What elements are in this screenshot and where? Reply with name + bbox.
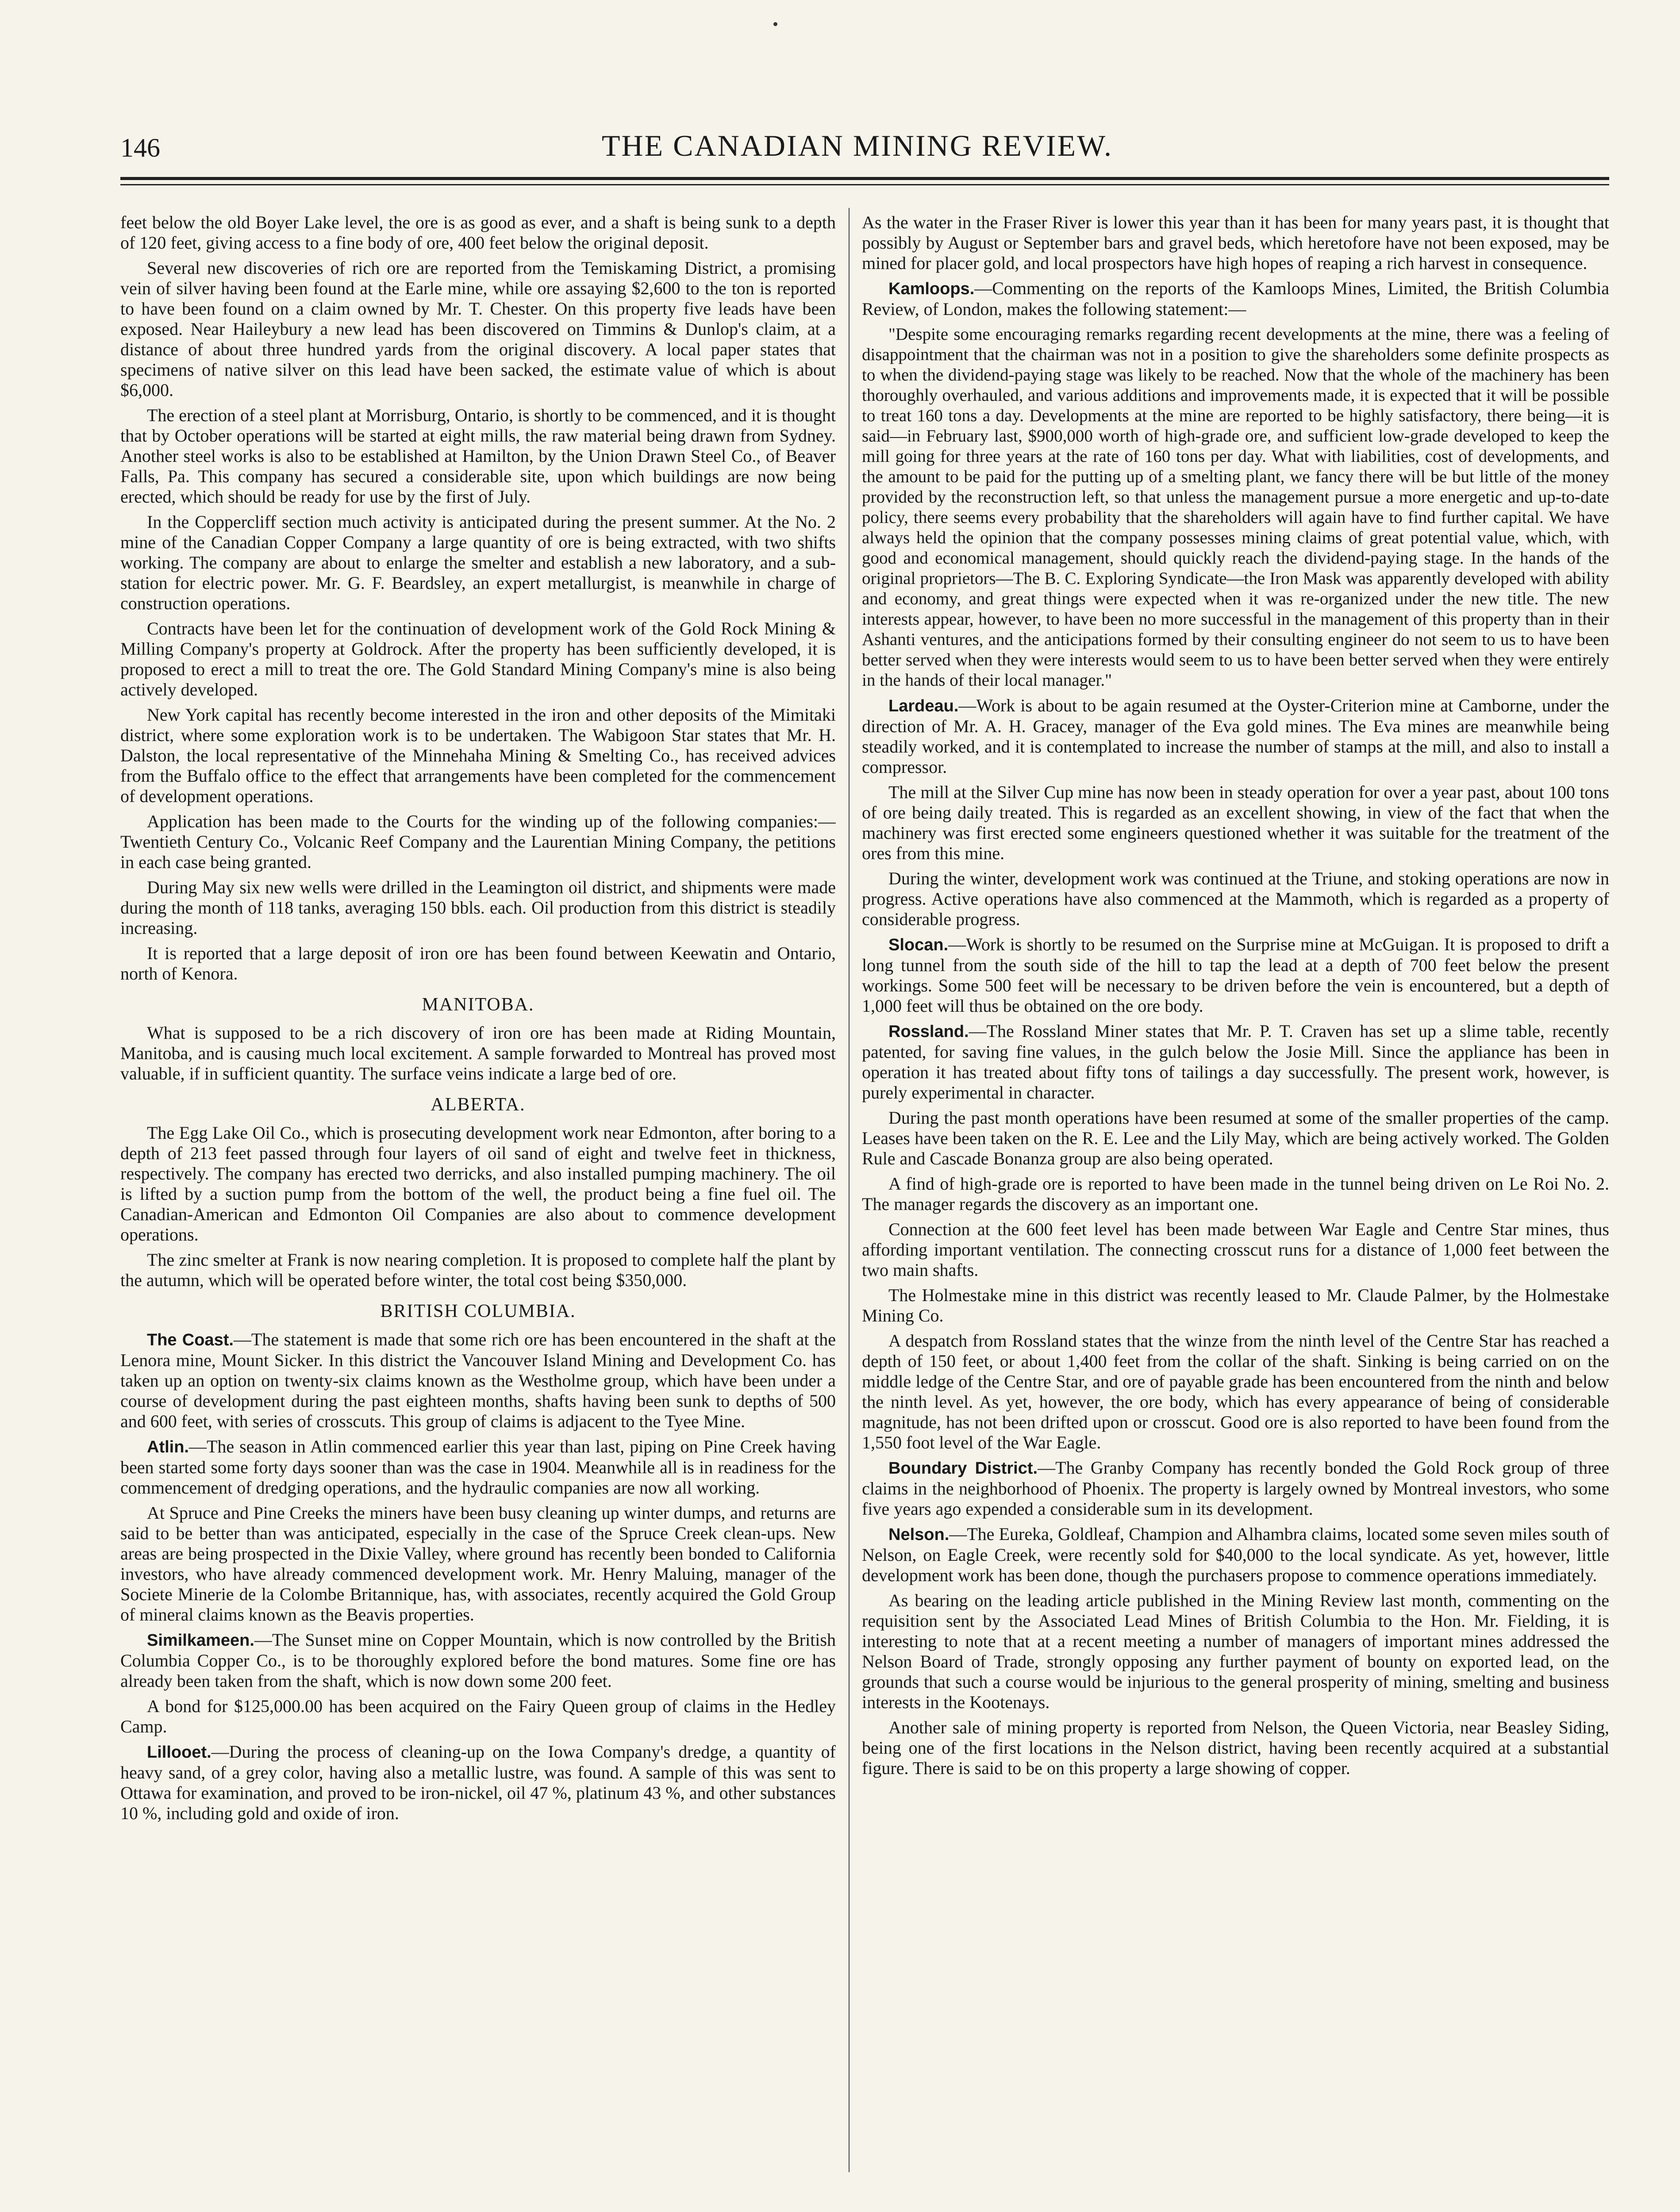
run-in-heading: Slocan.: [888, 936, 949, 954]
paragraph: Application has been made to the Courts for the winding up of the following companies:—Twentieth Century Co., Volcanic Reef Company and the Laurentian Mining Company, the petitions in each case being granted.: [120, 811, 836, 872]
paragraph: As bearing on the leading article published in the Mining Review last month, commenting on the requisition sent by the Associated Lead Mines of British Columbia to the Hon. Mr. Fielding, it is interesting to note that at a recent meeting a number of managers of important mines addressed the Nelson Board of Trade, strongly opposing any further payment of bounty on exported lead, on the grounds that such a course would be injurious to the general prosperity of mining, smelting and business interests in the Kootenays.: [862, 1590, 1609, 1712]
paragraph: Contracts have been let for the continuation of development work of the Gold Rock Mining & Milling Company's property at Goldrock. After the property has been sufficiently developed, it is proposed to erect a mill to treat the ore. The Gold Standard Mining Company's mine is also being actively developed.: [120, 618, 836, 699]
paragraph-body: —The Sunset mine on Copper Mountain, which is now controlled by the British Columbia Copper Co., is to be thoroughly explored before the bond matures. Some fine ore has already been taken from the shaft, which is now down some 200 feet.: [120, 1630, 836, 1691]
paragraph: It is reported that a large deposit of iron ore has been found between Keewatin and Ontario, north of Kenora.: [120, 943, 836, 983]
running-title: THE CANADIAN MINING REVIEW.: [602, 129, 1113, 162]
paragraph: The erection of a steel plant at Morrisburg, Ontario, is shortly to be commenced, and it is thought that by October operations will be started at eight mills, the raw material being drawn from Sydney. Another steel works is also to be established at Hamilton, by the Union Drawn Steel Co., of Beaver Falls, Pa. This company has secured a considerable site, upon which buildings are now being erected, which should be ready for use by the first of July.: [120, 405, 836, 507]
paragraph-boundary-district: [862, 1458, 1609, 1519]
paragraph-lardeau: [862, 695, 1609, 777]
left-column: [120, 212, 836, 2212]
paragraph: feet below the old Boyer Lake level, the ore is as good as ever, and a shaft is being sunk to a depth of 120 feet, giving access to a fine body of ore, 400 feet below the original deposit.: [120, 212, 836, 253]
column-divider: [849, 208, 850, 2172]
header-rule-thick: [120, 177, 1609, 180]
right-column: [862, 212, 1609, 2212]
paragraph: Another sale of mining property is reported from Nelson, the Queen Victoria, near Beasley Siding, being one of the first locations in the Nelson district, having been recently acquired at a substantial figure. There is said to be on this property a large showing of copper.: [862, 1717, 1609, 1778]
paragraph-body: —During the process of cleaning-up on the Iowa Company's dredge, a quantity of heavy sand, of a grey color, having also a metallic lustre, was found. A sample of this was sent to Ottawa for examination, and proved to be iron-nickel, oil 47 %, platinum 43 %, and other substances 10 %, including gold and oxide of iron.: [120, 1742, 836, 1823]
paragraph: The mill at the Silver Cup mine has now been in steady operation for over a year past, about 100 tons of ore being daily treated. This is regarded as an excellent showing, in view of the fact that when the machinery was first erected some engineers questioned whether it was suitable for the treatment of the ores from this mine.: [862, 782, 1609, 863]
section-heading-british-columbia: BRITISH COLUMBIA.: [380, 1301, 576, 1321]
paragraph-body: —The Rossland Miner states that Mr. P. T. Craven has set up a slime table, recently patented, for saving fine values, in the gulch below the Josie Mill. Since the appliance has been in operation it has treated about fifty tons of tailings a day successfully. The present work, however, is purely experimental in character.: [862, 1021, 1609, 1102]
paragraph-rossland: [862, 1021, 1609, 1103]
paragraph: Connection at the 600 feet level has been made between War Eagle and Centre Star mines, thus affording important ventilation. The connecting crosscut runs for a distance of 1,000 feet between the two main shafts.: [862, 1219, 1609, 1280]
paragraph-atlin: [120, 1436, 836, 1498]
paragraph-kamloops: [862, 278, 1609, 319]
paragraph: A bond for $125,000.00 has been acquired on the Fairy Queen group of claims in the Hedley Camp.: [120, 1696, 836, 1736]
paragraph: During May six new wells were drilled in the Leamington oil district, and shipments were made during the month of 118 tanks, averaging 150 bbls. each. Oil production from this district is steadily increasing.: [120, 877, 836, 938]
paragraph-body: —The season in Atlin commenced earlier this year than last, piping on Pine Creek having been started some forty days sooner than was the case in 1904. Meanwhile all is in readiness for the commencement of dredging operations, and the hydraulic companies are now all working.: [120, 1436, 836, 1498]
page-number: 146: [120, 133, 160, 162]
paragraph: At Spruce and Pine Creeks the miners have been busy cleaning up winter dumps, and returns are said to be better than was anticipated, especially in the case of the Spruce Creek clean-ups. New areas are being prospected in the Dixie Valley, where ground has recently been bonded to California investors, who have already commenced development work. Mr. Henry Maluing, manager of the Societe Minerie de la Colombe Britannique, has, with associates, recently acquired the Gold Group of mineral claims known as the Beavis properties.: [120, 1503, 836, 1624]
paragraph-body: —The Eureka, Goldleaf, Champion and Alhambra claims, located some seven miles south of Nelson, on Eagle Creek, were recently sold for $40,000 to the local syndicate. As yet, however, little development work has been done, though the purchasers propose to commence operations immediately.: [862, 1524, 1609, 1585]
paragraph-slocan: [862, 934, 1609, 1016]
paragraph: A find of high-grade ore is reported to have been made in the tunnel being driven on Le Roi No. 2. The manager regards the discovery as an important one.: [862, 1174, 1609, 1214]
header-rule-thin: [120, 184, 1609, 185]
run-in-heading: Atlin.: [147, 1438, 189, 1456]
run-in-heading: Rossland.: [888, 1022, 969, 1041]
run-in-heading: Similkameen.: [147, 1631, 254, 1650]
paragraph: New York capital has recently become interested in the iron and other deposits of the Mimitaki district, where some exploration work is to be undertaken. The Wabigoon Star states that Mr. H. Dalston, the local representative of the Minnehaha Mining & Smelting Co., has received advices from the Buffalo office to the effect that arrangements have been completed for the commencement of development operations.: [120, 705, 836, 806]
run-in-heading: Nelson.: [888, 1525, 950, 1544]
paragraph: The Egg Lake Oil Co., which is prosecuting development work near Edmonton, after boring to a depth of 213 feet passed through four layers of oil sand of eight and twelve feet in thickness, respectively. The company has erected two derricks, and also installed pumping machinery. The oil is lifted by a suction pump from the bottom of the well, the product being a fine fuel oil. The Canadian-American and Edmonton Oil Companies are also about to commence development operations.: [120, 1123, 836, 1244]
section-heading-manitoba: MANITOBA.: [422, 995, 534, 1015]
paragraph-body: —Commenting on the reports of the Kamloops Mines, Limited, the British Columbia Review, of London, makes the following statement:—: [862, 278, 1609, 319]
paragraph: During the winter, development work was continued at the Triune, and stoking operations are now in progress. Active operations have also commenced at the Mammoth, which is regarded as a property of considerable progress.: [862, 868, 1609, 929]
paragraph: In the Coppercliff section much activity is anticipated during the present summer. At the No. 2 mine of the Canadian Copper Company a large quantity of ore is being extracted, with two shifts working. The company are about to enlarge the smelter and establish a new laboratory, and a sub-station for electric power. Mr. G. F. Beardsley, an expert metallurgist, is meanwhile in charge of construction operations.: [120, 512, 836, 613]
paragraph: A despatch from Rossland states that the winze from the ninth level of the Centre Star has reached a depth of 150 feet, or about 1,400 feet from the collar of the shaft. Sinking is being carried on on the middle ledge of the Centre Star, and ore of payable grade has been encountered from the ninth and below the ninth level. As yet, however, the ore body, which has every appearance of being of considerable magnitude, has not been drifted upon or crosscut. Good ore is also reported to have been found from the 1,550 foot level of the War Eagle.: [862, 1331, 1609, 1452]
run-in-heading: Kamloops.: [888, 280, 975, 298]
paragraph-lillooet: [120, 1742, 836, 1824]
paragraph: As the water in the Fraser River is lower this year than it has been for many years past, it is thought that possibly by August or September bars and gravel beds, which heretofore have not been exposed, may be mined for placer gold, and local prospectors have high hopes of reaping a rich harvest in consequence.: [862, 212, 1609, 273]
run-in-heading: Boundary District.: [888, 1459, 1038, 1478]
quoted-statement: "Despite some encouraging remarks regarding recent developments at the mine, there was a feeling of disappointment that the chairman was not in a position to give the shareholders some definite prospects as to when the dividend-paying stage was likely to be reached. Now that the whole of the machinery has been thoroughly overhauled, and various additions and improvements made, it is expected that it will be possible to treat 160 tons a day. Developments at the mine are reported to be highly satisfactory, there being—it is said—in February last, $900,000 worth of high-grade ore, and sufficient low-grade developed to keep the mill going for three years at the rate of 160 tons per day. What with liabilities, cost of developments, and the amount to be paid for the putting up of a smelting plant, we fancy there will be but little of the money provided by the reconstruction left, so that unless the management pursue a more energetic and up-to-date policy, there seems every probability that the shareholders will again have to find further capital. We have always held the opinion that the company possesses mining claims of great potential value, which, with good and economical management, should quickly reach the dividend-paying stage. In the hands of the original proprietors—The B. C. Exploring Syndicate—the Iron Mask was apparently developed with ability and economy, and great things were expected when it was re-organized under the new title. The new interests appear, however, to have been no more successful in the management of this property than in their Ashanti ventures, and the anticipations formed by their consulting engineer do not seem to us to have been better served when they were interests would seem to us to have been better served when they were entirely in the hands of their local manager.": [862, 325, 1609, 690]
paragraph: The zinc smelter at Frank is now nearing completion. It is proposed to complete half the plant by the autumn, which will be operated before winter, the total cost being $350,000.: [120, 1250, 836, 1290]
paragraph-nelson: [862, 1524, 1609, 1586]
section-heading-alberta: ALBERTA.: [431, 1094, 526, 1115]
run-in-heading: Lillooet.: [147, 1743, 211, 1762]
paragraph: The Holmestake mine in this district was recently leased to Mr. Claude Palmer, by the Holmestake Mining Co.: [862, 1285, 1609, 1325]
paragraph-body: —Work is about to be again resumed at the Oyster-Criterion mine at Camborne, under the direction of Mr. A. H. Gracey, manager of the Eva gold mines. The Eva mines are meanwhile being steadily worked, and it is contemplated to increase the number of stamps at the mill, and also to install a compressor.: [862, 695, 1609, 777]
paragraph-body: —The Granby Company has recently bonded the Gold Rock group of three claims in the neighborhood of Phoenix. The property is largely owned by Montreal investors, who some five years ago expended a considerable sum in its development.: [862, 1458, 1609, 1519]
paragraph-body: —Work is shortly to be resumed on the Surprise mine at McGuigan. It is proposed to drift a long tunnel from the south side of the hill to tap the lead at a depth of 700 feet below the present workings. Some 500 feet will be necessary to be driven before the vein is encountered, but a depth of 1,000 feet will thus be obtained on the ore body.: [862, 934, 1609, 1016]
paragraph: Several new discoveries of rich ore are reported from the Temiskaming District, a promising vein of silver having been found at the Earle mine, while ore assaying $2,600 to the ton is reported to have been found on a claim owned by Mr. T. Chester. On this property five leads have been exposed. Near Haileybury a new lead has been discovered on Timmins & Dunlop's claim, at a distance of about three hundred yards from the original discovery. A local paper states that specimens of native silver on this lead have been sacked, the estimate value of which is about $6,000.: [120, 258, 836, 400]
paragraph-body: —The statement is made that some rich ore has been encountered in the shaft at the Lenora mine, Mount Sicker. In this district the Vancouver Island Mining and Development Co. has taken up an option on twenty-six claims known as the Westholme group, which have been under a course of development during the past eighteen months, shafts having been sunk to depths of 500 and 600 feet, with series of crosscuts. This group of claims is adjacent to the Tyee Mine.: [120, 1329, 836, 1431]
run-in-heading: The Coast.: [147, 1331, 234, 1349]
paragraph: During the past month operations have been resumed at some of the smaller properties of the camp. Leases have been taken on the R. E. Lee and the Lily May, which are being actively worked. The Golden Rule and Cascade Bonanza group are also being operated.: [862, 1108, 1609, 1168]
paragraph-the-coast: [120, 1329, 836, 1432]
paragraph: What is supposed to be a rich discovery of iron ore has been made at Riding Mountain, Manitoba, and is causing much local excitement. A sample forwarded to Montreal has proved most valuable, if in sufficient quantity. The surface veins indicate a large bed of ore.: [120, 1023, 836, 1083]
ink-speck: [773, 22, 777, 26]
paragraph-similkameen: [120, 1630, 836, 1691]
run-in-heading: Lardeau.: [888, 697, 959, 715]
